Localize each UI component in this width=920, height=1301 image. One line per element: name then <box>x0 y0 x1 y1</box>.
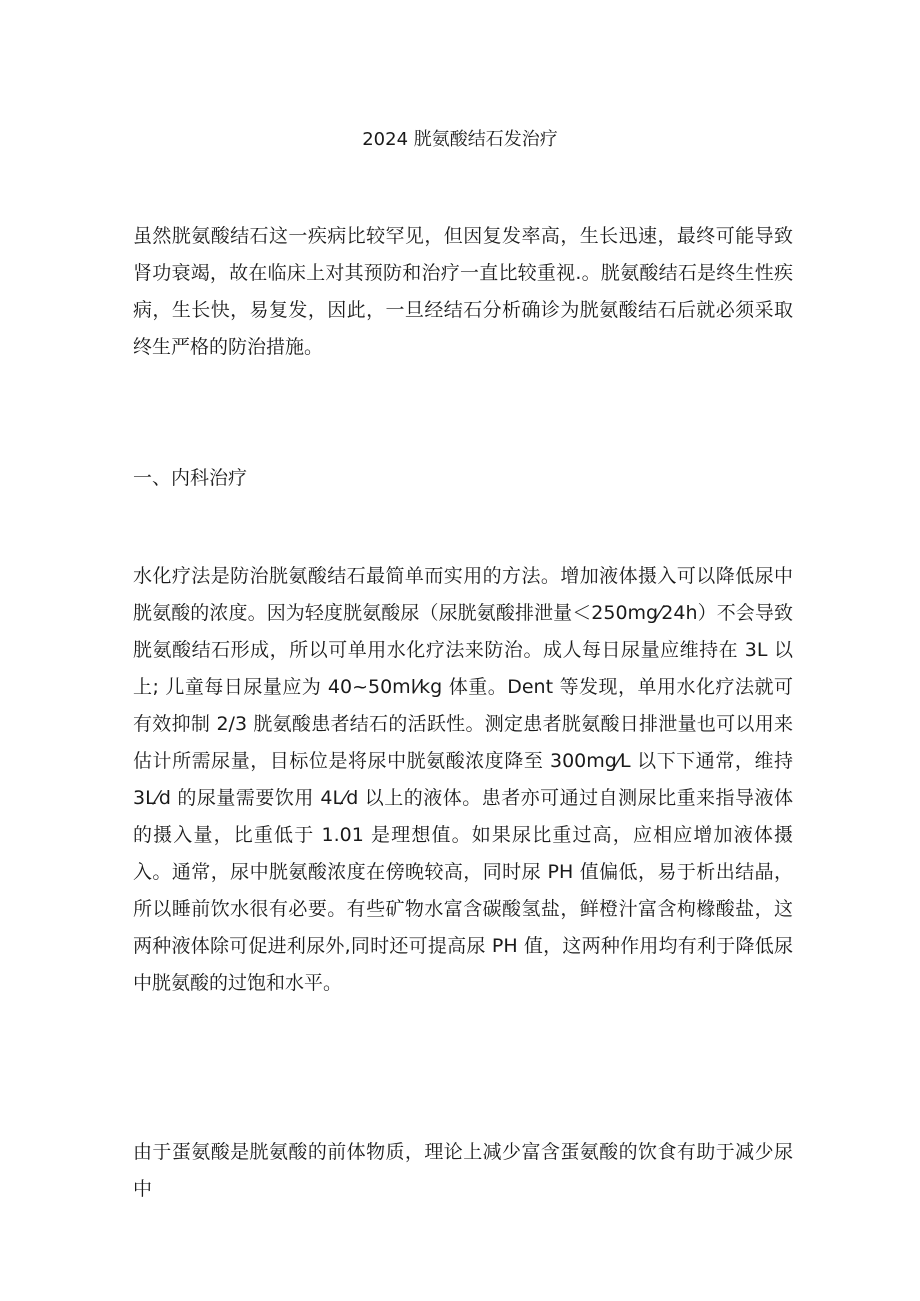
hydration-therapy-paragraph: 水化疗法是防治胱氨酸结石最简单而实用的方法。增加液体摄入可以降低尿中胱氨酸的浓度。因为轻度胱氨酸尿（尿胱氨酸排泄量＜250mg⁄24h）不会导致胱氨酸结石形成，所以可单用水化疗法来防治。成人每日尿量应维持在 3L 以上; 儿童每日尿量应为 40~50ml⁄kg 体重。Dent 等发现，单用水化疗法就可有效抑制 2/3 胱氨酸患者结石的活跃性。测定患者胱氨酸日排泄量也可以用来估计所需尿量，目标位是将尿中胱氨酸浓度降至 300mg⁄L 以下下通常，维持 3L⁄d 的尿量需要饮用 4L⁄d 以上的液体。患者亦可通过自测尿比重来指导液体的摄入量，比重低于 1.01 是理想值。如果尿比重过高，应相应增加液体摄入。通常，尿中胱氨酸浓度在傍晚较高，同时尿 PH 值偏低，易于析出结晶，所以睡前饮水很有必要。有些矿物水富含碳酸氢盐，鲜橙汁富含枸橼酸盐，这两种液体除可促进利尿外,同时还可提高尿 PH 值，这两种作用均有利于降低尿中胱氨酸的过饱和水平。 <box>133 565 793 994</box>
intro-paragraph: 虽然胱氨酸结石这一疾病比较罕见，但因复发率高，生长迅速，最终可能导致肾功衰竭，故在临床上对其预防和治疗一直比较重视.。胱氨酸结石是终生性疾病，生长快，易复发，因此，一旦经结石分析确诊为胱氨酸结石后就必须采取终生严格的防治措施。 <box>133 225 793 358</box>
section-heading: 一、内科治疗 <box>133 467 248 489</box>
document-title: 2024 胱氨酸结石发治疗 <box>362 129 558 150</box>
methionine-paragraph: 由于蛋氨酸是胱氨酸的前体物质，理论上减少富含蛋氨酸的饮食有助于减少尿中 <box>133 1141 793 1200</box>
